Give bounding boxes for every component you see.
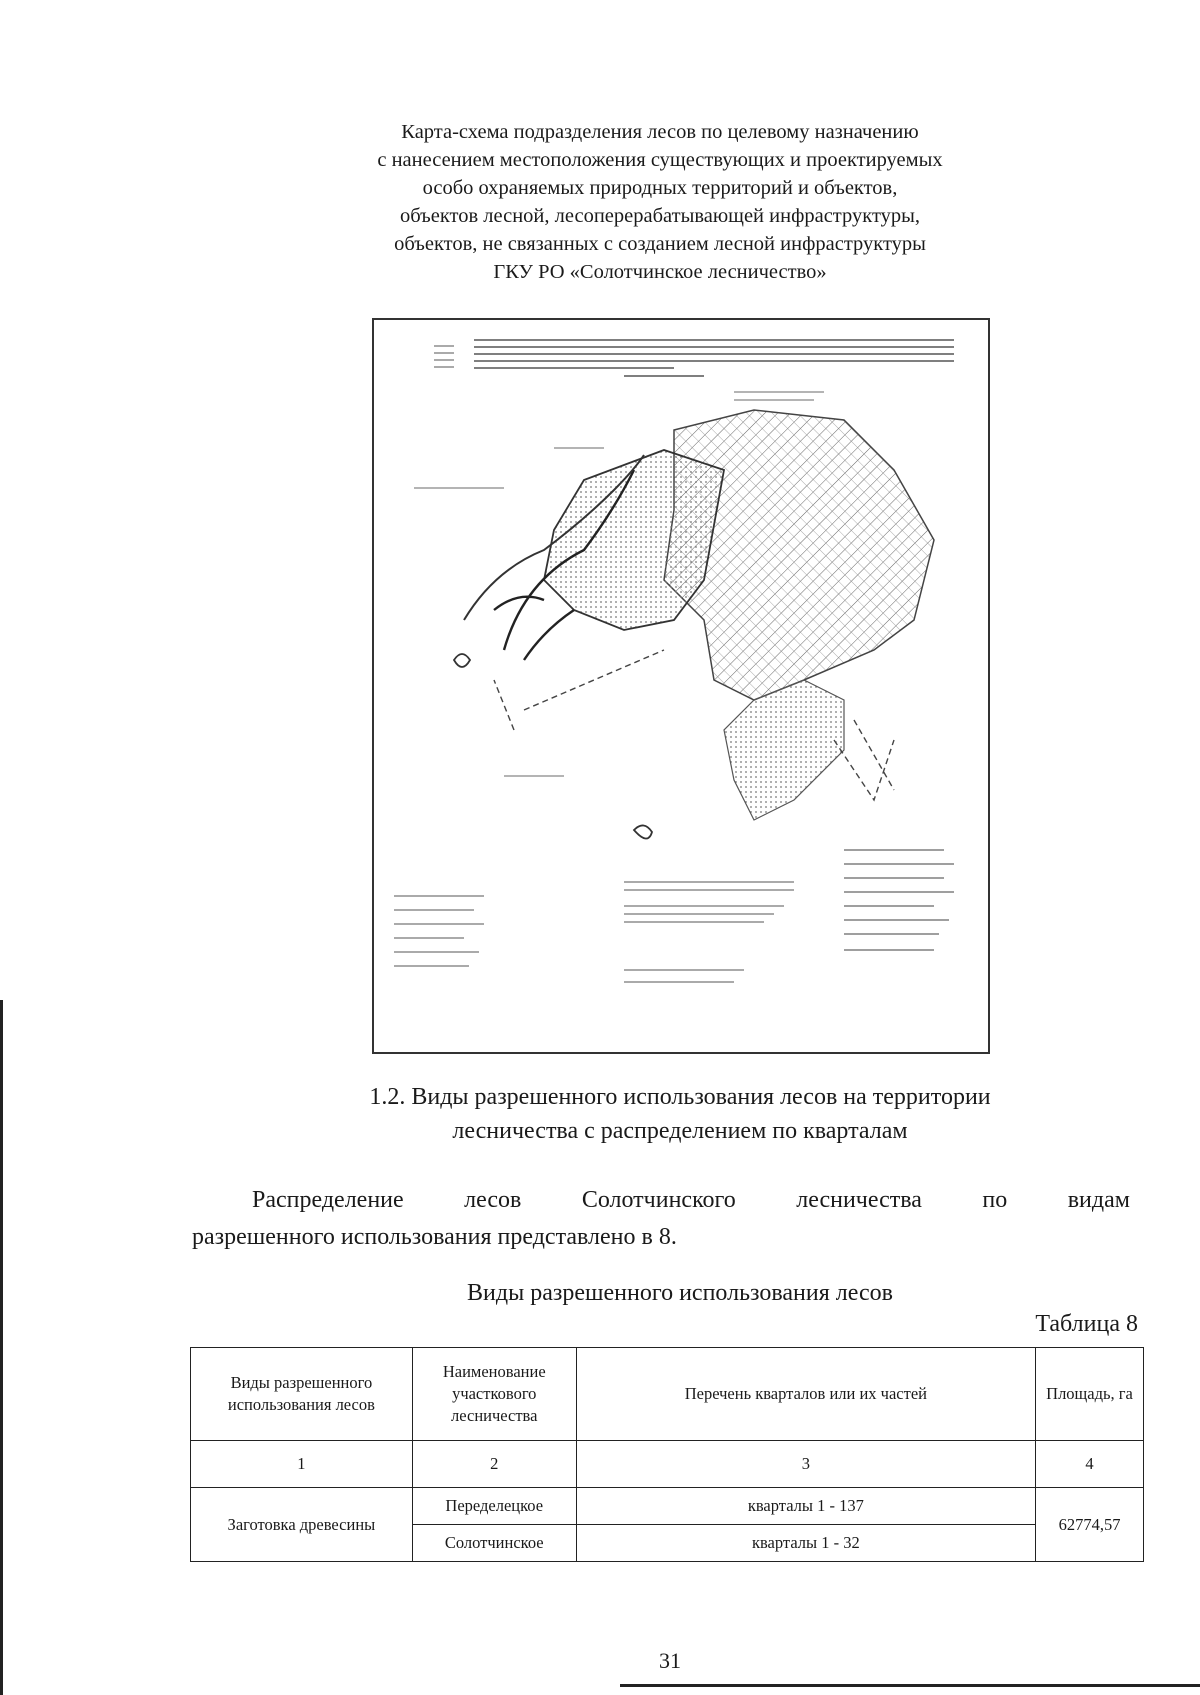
map-caption-line: особо охраняемых природных территорий и объектов,: [422, 177, 898, 199]
map-legend-left: [394, 896, 484, 966]
forest-use-table: [190, 1347, 1144, 1562]
table-title: Виды разрешенного использования лесов: [467, 1280, 893, 1306]
scan-edge-left: [0, 1000, 3, 1695]
section-heading-line: 1.2. Виды разрешенного использования лесов на территории: [369, 1084, 991, 1110]
map-caption: [300, 118, 1020, 286]
forest-map-drawing: [374, 320, 988, 1052]
table-header-cell: Перечень кварталов или их частей: [576, 1348, 1035, 1441]
table-header-cell: Виды разрешенного использования лесов: [191, 1348, 413, 1441]
paragraph-line: [252, 1183, 1130, 1217]
paragraph-word: видам: [1067, 1187, 1130, 1213]
section-heading-line: лесничества с распределением по кварталам: [452, 1118, 908, 1144]
table-cell-district: Солотчинское: [412, 1525, 576, 1562]
table-column-number: 2: [412, 1441, 576, 1488]
map-legend-right: [844, 850, 954, 950]
map-lake: [454, 654, 652, 839]
table-header-cell: Площадь, га: [1036, 1348, 1144, 1441]
table-number: Таблица 8: [1035, 1311, 1138, 1337]
table-cell-district: Переделецкое: [412, 1488, 576, 1525]
map-dotted-forest: [724, 680, 844, 820]
map-logo: [434, 346, 454, 367]
table-header-row: [191, 1348, 1144, 1441]
table-header-cell: Наименование участкового лесничества: [412, 1348, 576, 1441]
map-caption-line: с нанесением местоположения существующих и проектируемых: [377, 149, 943, 171]
map-caption-line: ГКУ РО «Солотчинское лесничество»: [493, 261, 827, 283]
paragraph-word: Распределение: [252, 1187, 404, 1213]
table-cell-quarters: кварталы 1 - 137: [576, 1488, 1035, 1525]
paragraph-word: лесничества: [796, 1187, 922, 1213]
map-caption-line: Карта-схема подразделения лесов по целевому назначению: [401, 121, 919, 143]
paragraph-word: лесов: [464, 1187, 522, 1213]
table-row: [191, 1488, 1144, 1525]
map-caption-line: объектов лесной, лесоперерабатывающей инфраструктуры,: [399, 205, 921, 227]
paragraph-word: Солотчинского: [581, 1187, 736, 1213]
paragraph-line: разрешенного использования представлено в 8.: [192, 1224, 677, 1250]
table-cell-use-type: Заготовка древесины: [191, 1488, 413, 1562]
scan-edge-bottom: [620, 1684, 1200, 1687]
section-heading: [300, 1080, 1060, 1148]
map-legend-center: [624, 882, 794, 982]
table-column-number-row: [191, 1441, 1144, 1488]
table-column-number: 1: [191, 1441, 413, 1488]
forest-map-image: [372, 318, 990, 1054]
table-column-number: 4: [1036, 1441, 1144, 1488]
table-cell-quarters: кварталы 1 - 32: [576, 1525, 1035, 1562]
map-header-block: [474, 340, 954, 376]
paragraph-word: по: [982, 1187, 1008, 1213]
page-number: 31: [659, 1648, 681, 1673]
table-column-number: 3: [576, 1441, 1035, 1488]
table-cell-area: 62774,57: [1036, 1488, 1144, 1562]
map-caption-line: объектов, не связанных с созданием лесной инфраструктуры: [394, 233, 926, 255]
